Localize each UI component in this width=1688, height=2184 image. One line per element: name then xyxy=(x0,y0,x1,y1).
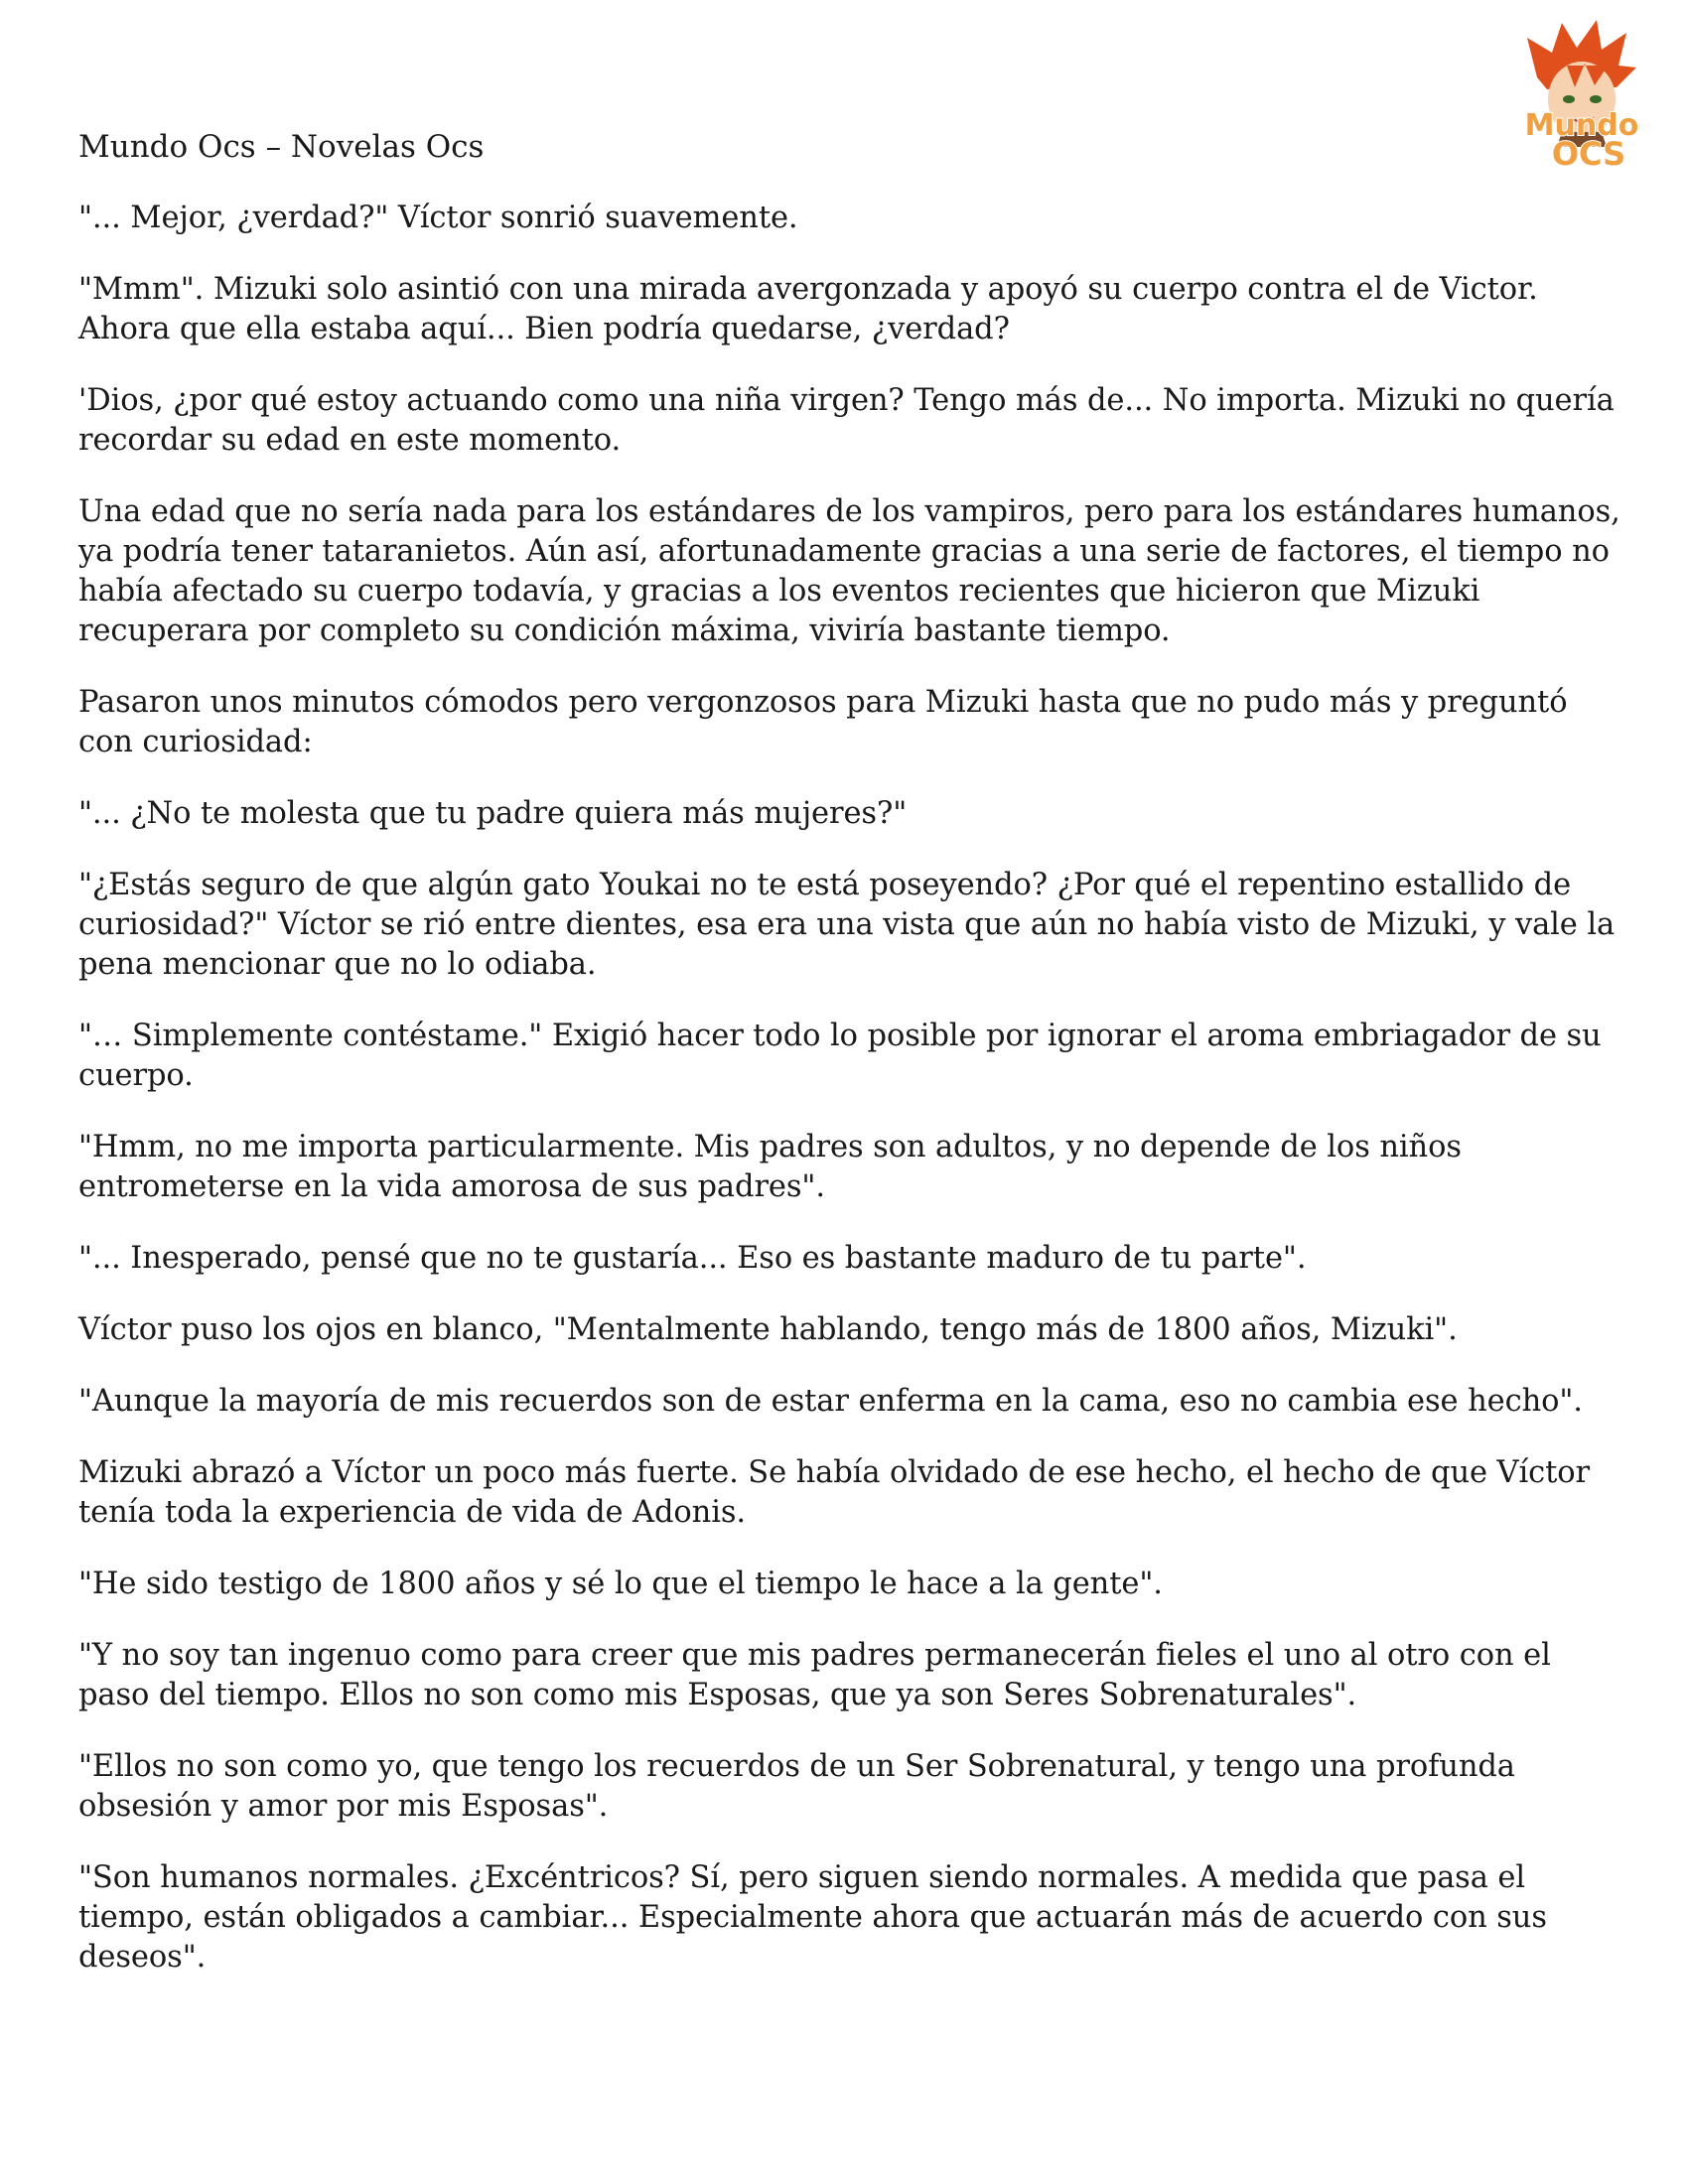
paragraph: Pasaron unos minutos cómodos pero vergonzosos para Mizuki hasta que no pudo más y preguntó con curiosidad: xyxy=(78,685,1568,759)
paragraph: "Aunque la mayoría de mis recuerdos son de estar enferma en la cama, eso no cambia ese hecho". xyxy=(78,1384,1583,1419)
paragraph: "… Simplemente contéstame." Exigió hacer todo lo posible por ignorar el aroma embriagador de su cuerpo. xyxy=(78,1019,1602,1093)
paragraph: "... Inesperado, pensé que no te gustaría... Eso es bastante maduro de tu parte". xyxy=(78,1241,1307,1276)
logo-text-bottom: OCS xyxy=(1551,135,1626,173)
mundo-ocs-logo xyxy=(1507,18,1656,177)
paragraph: "¿Estás seguro de que algún gato Youkai no te está poseyendo? ¿Por qué el repentino estallido de curiosidad?" Víctor se rió entre dientes, esa era una vista que aún no había visto de Mizuki, y vale la pena mencionar que no lo odiaba. xyxy=(78,868,1616,982)
paragraph: Víctor puso los ojos en blanco, "Mentalmente hablando, tengo más de 1800 años, Mizuki". xyxy=(78,1312,1458,1347)
paragraph: "Y no soy tan ingenuo como para creer que mis padres permanecerán fieles el uno al otro con el paso del tiempo. Ellos no son como mis Esposas, que ya son Seres Sobrenaturales". xyxy=(78,1638,1551,1712)
paragraph: "He sido testigo de 1800 años y sé lo que el tiempo le hace a la gente". xyxy=(78,1567,1163,1601)
paragraph: Una edad que no sería nada para los estándares de los vampiros, pero para los estándares humanos, ya podría tener tataranietos. Aún así, afortunadamente gracias a una serie de factores, el tiempo no había afectado su cuerpo todavía, y gracias a los eventos recientes que hicieron que Mizuki recuperara por completo su condición máxima, viviría bastante tiempo. xyxy=(78,494,1620,648)
paragraph: Mizuki abrazó a Víctor un poco más fuerte. Se había olvidado de ese hecho, el hecho de que Víctor tenía toda la experiencia de vida de Adonis. xyxy=(78,1455,1591,1530)
logo-text-top: Mundo xyxy=(1524,108,1639,143)
paragraph: "... ¿No te molesta que tu padre quiera más mujeres?" xyxy=(78,796,908,831)
page-header-title: Mundo Ocs – Novelas Ocs xyxy=(78,129,485,165)
paragraph: "Ellos no son como yo, que tengo los recuerdos de un Ser Sobrenatural, y tengo una profunda obsesión y amor por mis Esposas". xyxy=(78,1749,1515,1824)
paragraph: 'Dios, ¿por qué estoy actuando como una niña virgen? Tengo más de... No importa. Mizuki no quería recordar su edad en este momento. xyxy=(78,383,1615,458)
paragraph: "... Mejor, ¿verdad?" Víctor sonrió suavemente. xyxy=(78,201,798,235)
document-body xyxy=(78,199,1627,2009)
paragraph: "Hmm, no me importa particularmente. Mis padres son adultos, y no depende de los niños entrometerse en la vida amorosa de sus padres". xyxy=(78,1130,1462,1204)
paragraph: "Son humanos normales. ¿Excéntricos? Sí, pero siguen siendo normales. A medida que pasa el tiempo, están obligados a cambiar... Especialmente ahora que actuarán más de acuerdo con sus deseos". xyxy=(78,1860,1547,1975)
paragraph: "Mmm". Mizuki solo asintió con una mirada avergonzada y apoyó su cuerpo contra el de Victor. Ahora que ella estaba aquí... Bien podría quedarse, ¿verdad? xyxy=(78,272,1538,346)
